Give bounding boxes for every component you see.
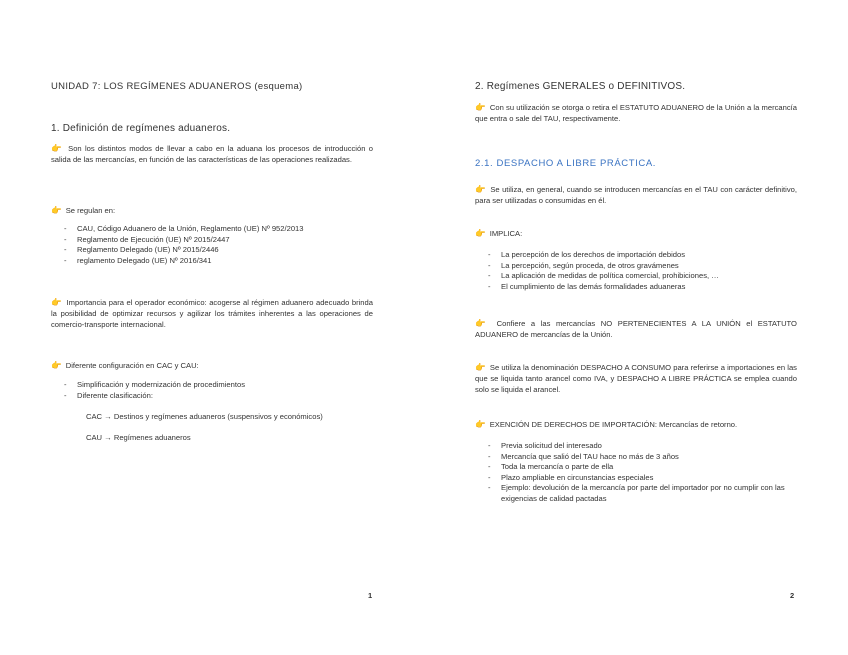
list-item: - La percepción, según proceda, de otros gravámenes: [488, 261, 798, 272]
list-item: - Toda la mercancía o parte de ella: [488, 462, 798, 473]
list-item: - Reglamento de Ejecución (UE) Nº 2015/2447: [64, 235, 374, 246]
pointing-hand-icon: 👉: [51, 360, 62, 370]
page-number: 1: [368, 591, 373, 600]
list-item: - Diferente clasificación:: [64, 391, 374, 402]
section-1-paragraph: 👉 Son los distintos modos de llevar a cabo en la aduana los procesos de introducción o salida de las mercancías, en función de las características de las operaciones realizadas.: [51, 143, 373, 164]
document-page-2: [424, 0, 848, 655]
list-item: - Ejemplo: devolución de la mercancía por parte del importador por no cumplir con las exigencias de calidad pactadas: [488, 483, 798, 504]
list-item: - reglamento Delegado (UE) Nº 2016/341: [64, 256, 374, 267]
list-item: - El cumplimiento de las demás formalidades aduaneras: [488, 282, 798, 293]
pointing-hand-icon: 👉: [51, 297, 63, 307]
section-2-1-paragraph: 👉 Se utiliza, en general, cuando se introducen mercancías en el TAU con carácter definitivo, para ser utilizadas o consumidas en él.: [475, 184, 797, 205]
denominacion-paragraph: 👉 Se utiliza la denominación DESPACHO A CONSUMO para referirse a importaciones en las que se liquida tanto arancel como IVA, y DESPACHO A LIBRE PRÁCTICA se emplea cuando solo se liquida el arancel.: [475, 362, 797, 394]
pointing-hand-icon: 👉: [51, 143, 63, 153]
section-2-title: 2. Regímenes GENERALES o DEFINITIVOS.: [475, 81, 686, 92]
list-item: - CAU, Código Aduanero de la Unión, Reglamento (UE) Nº 952/2013: [64, 224, 374, 235]
confiere-paragraph: 👉 Confiere a las mercancías NO PERTENECIENTES A LA UNIÓN el ESTATUTO ADUANERO de mercancías de la Unión.: [475, 318, 797, 339]
exencion-label: 👉 EXENCIÓN DE DERECHOS DE IMPORTACIÓN: Mercancías de retorno.: [475, 419, 738, 429]
config-intro: 👉 Diferente configuración en CAC y CAU:: [51, 360, 199, 370]
list-item: - Previa solicitud del interesado: [488, 441, 798, 452]
list-item: - Plazo ampliable en circunstancias especiales: [488, 473, 798, 484]
pointing-hand-icon: 👉: [475, 102, 486, 112]
cau-classification: CAU → Regímenes aduaneros: [86, 433, 191, 442]
implica-list: [488, 250, 798, 292]
config-list: [64, 380, 374, 401]
pointing-hand-icon: 👉: [475, 228, 486, 238]
section-2-paragraph: 👉 Con su utilización se otorga o retira el ESTATUTO ADUANERO de la Unión a la mercancía que entra o sale del TAU, respectivamente.: [475, 102, 797, 123]
regulation-list: [64, 224, 374, 266]
list-item: - Reglamento Delegado (UE) Nº 2015/2446: [64, 245, 374, 256]
pointing-hand-icon: 👉: [475, 184, 486, 194]
list-item: - Mercancía que salió del TAU hace no más de 3 años: [488, 452, 798, 463]
section-2-1-title: 2.1. DESPACHO A LIBRE PRÁCTICA.: [475, 158, 657, 169]
list-item: - La aplicación de medidas de política comercial, prohibiciones, …: [488, 271, 798, 282]
implica-label: 👉 IMPLICA:: [475, 228, 523, 238]
list-item: - Simplificación y modernización de procedimientos: [64, 380, 374, 391]
regulation-intro: 👉 Se regulan en:: [51, 205, 116, 215]
pointing-hand-icon: 👉: [51, 205, 62, 215]
list-item: - La percepción de los derechos de importación debidos: [488, 250, 798, 261]
pointing-hand-icon: 👉: [475, 362, 486, 372]
page-number: 2: [790, 591, 795, 600]
importance-paragraph: 👉 Importancia para el operador económico: acogerse al régimen aduanero adecuado brinda la posibilidad de optimizar recursos y agilizar los trámites inherentes a las operaciones de comercio-transporte internacional.: [51, 297, 373, 329]
unit-title: UNIDAD 7: LOS REGÍMENES ADUANEROS (esquema): [51, 81, 303, 92]
section-1-title: 1. Definición de regímenes aduaneros.: [51, 123, 231, 134]
cac-classification: CAC → Destinos y regímenes aduaneros (suspensivos y económicos): [86, 412, 323, 421]
exencion-list: [488, 441, 798, 505]
pointing-hand-icon: 👉: [475, 318, 490, 328]
pointing-hand-icon: 👉: [475, 419, 486, 429]
